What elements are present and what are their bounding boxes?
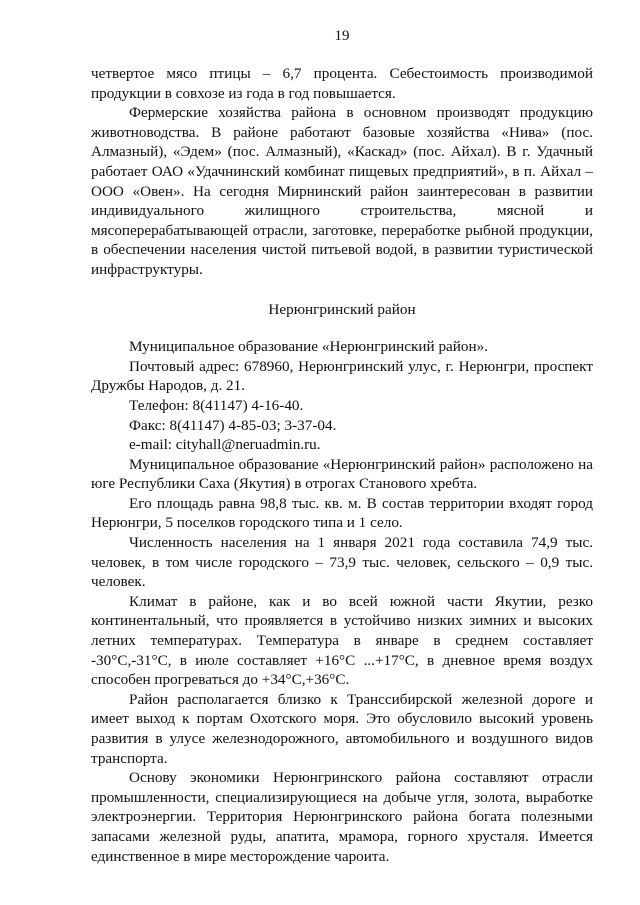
email-address: e-mail: cityhall@neruadmin.ru. <box>129 436 321 454</box>
paragraph-climate: Климат в районе, как и во всей южной части Якутии, резко континентальный, что проявляется в устойчиво низких зимних и высоких летних температурах. Температура в январе в среднем составляет -30°С,-31°С, в июле составляет +16°С ...+17°С, в дневное время воздух способен прогреваться до +34°С,+36°С. <box>91 592 593 689</box>
paragraph-economy: Основу экономики Нерюнгринского района составляют отрасли промышленности, специализирующиеся на добыче угля, золота, выработке электроэнергии. Территория Нерюнгринского района богата полезными запасами железной руды, апатита, мрамора, горного хрусталя. Имеется единственное в мире месторождение чароита. <box>91 769 593 865</box>
paragraph-continuation: четвертое мясо птицы – 6,7 процента. Себестоимость производимой продукции в совхозе из года в год повышается. <box>91 65 593 102</box>
fax-number: Факс: 8(41147) 4-85-03; 3-37-04. <box>129 416 337 434</box>
phone-number: Телефон: 8(41147) 4-16-40. <box>129 396 304 414</box>
paragraph-location: Муниципальное образование «Нерюнгринский район» расположено на юге Республики Саха (Якутия) в отрогах Станового хребта. <box>91 455 593 493</box>
section-title: Нерюнгринский район <box>268 300 416 318</box>
paragraph-transport: Район располагается близко к Транссибирской железной дороге и имеет выход к портам Охотского моря. Это обусловило высокий уровень развития в улусе железнодорожного, автомобильного и воздушного видов транспорта. <box>91 690 593 767</box>
document-page <box>91 28 593 866</box>
municipality-name: Муниципальное образование «Нерюнгринский район». <box>129 338 489 356</box>
page-number: 19 <box>334 28 350 44</box>
paragraph-population: Численность населения на 1 января 2021 года составила 74,9 тыс. человек, в том числе городского – 73,9 тыс. человек, сельского – 0,9 тыс. человек. <box>91 534 593 591</box>
paragraph-farms: Фермерские хозяйства района в основном производят продукцию животноводства. В районе работают базовые хозяйства «Нива» (пос. Алмазный), «Эдем» (пос. Алмазный), «Каскад» (пос. Айхал). В г. Удачный работает ОАО «Удачнинский комбинат пищевых предприятий», в п. Айхал – ООО «Овен». На сегодня Мирнинский район заинтересован в развитии индивидуального жилищного строительства, мясной и мясоперерабатывающей отрасли, заготовке, переработке рыбной продукции, в обеспечении населения чистой питьевой водой, в развитии туристической инфраструктуры. <box>91 104 593 278</box>
paragraph-area: Его площадь равна 98,8 тыс. кв. м. В состав территории входят город Нерюнгри, 5 поселков городского типа и 1 село. <box>91 494 593 532</box>
postal-address: Почтовый адрес: 678960, Нерюнгринский улус, г. Нерюнгри, проспект Дружбы Народов, д. 21. <box>91 357 593 395</box>
